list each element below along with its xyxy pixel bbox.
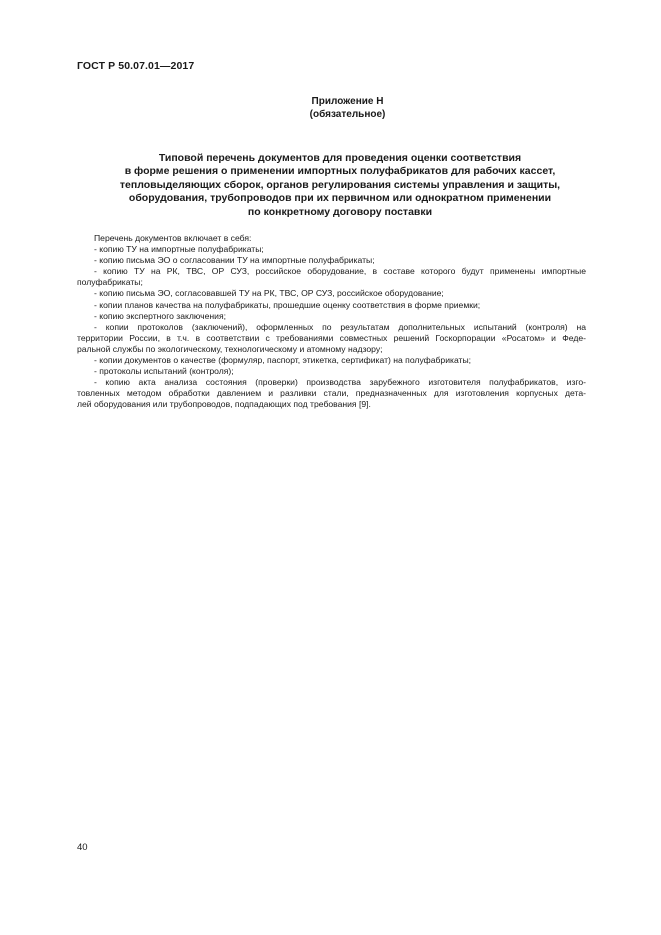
page-number: 40 bbox=[77, 842, 88, 853]
list-item-continuation: товленных методом обработки давлением и разливки стали, предназначенных для изготовления корпусных дета- bbox=[77, 388, 586, 399]
list-item: - копии документов о качестве (формуляр, паспорт, этикетка, сертификат) на полуфабрикаты; bbox=[94, 355, 472, 366]
list-item: - копию акта анализа состояния (проверки) производства зарубежного изготовителя полуфабрикатов, изго- bbox=[94, 377, 586, 388]
list-item: - копию экспертного заключения; bbox=[94, 310, 226, 321]
list-item: - копии планов качества на полуфабрикаты, прошедшие оценку соответствия в форме приемки; bbox=[94, 299, 481, 310]
appendix-heading bbox=[0, 95, 661, 121]
list-item: - копию ТУ на РК, ТВС, ОР СУЗ, российское оборудование, в составе которого будут применены импортные bbox=[94, 266, 586, 277]
appendix-status: (обязательное) bbox=[309, 109, 386, 120]
title-line: в форме решения о применении импортных полуфабрикатов для рабочих кассет, bbox=[124, 165, 556, 178]
document-code: ГОСТ Р 50.07.01—2017 bbox=[77, 60, 195, 72]
title-line: оборудования, трубопроводов при их первичном или однократном применении bbox=[128, 192, 552, 205]
list-item: - копию ТУ на импортные полуфабрикаты; bbox=[94, 244, 264, 255]
list-item-continuation: ральной службы по экологическому, технологическому и атомному надзору; bbox=[77, 343, 383, 354]
list-item: - копию письма ЭО о согласовании ТУ на импортные полуфабрикаты; bbox=[94, 255, 375, 266]
list-item: - копии протоколов (заключений), оформленных по результатам дополнительных испытаний (контроля) на bbox=[94, 321, 586, 332]
title-line: тепловыделяющих сборок, органов регулирования системы управления и защиты, bbox=[119, 178, 561, 191]
list-item: - протоколы испытаний (контроля); bbox=[94, 366, 234, 377]
list-item-continuation: лей оборудования или трубопроводов, подпадающих под требования [9]. bbox=[77, 399, 371, 410]
title-line: по конкретному договору поставки bbox=[247, 205, 433, 218]
list-item-continuation: полуфабрикаты; bbox=[77, 277, 143, 288]
section-title bbox=[90, 152, 590, 219]
appendix-label: Приложение Н bbox=[311, 96, 384, 107]
list-intro: Перечень документов включает в себя: bbox=[94, 233, 252, 243]
list-item: - копию письма ЭО, согласовавшей ТУ на РК, ТВС, ОР СУЗ, российское оборудование; bbox=[94, 288, 444, 299]
list-item-continuation: территории России, в т.ч. в соответствии с требованиями совместных решений Госкорпорации «Росатом» и Феде- bbox=[77, 332, 586, 343]
document-list bbox=[77, 233, 586, 411]
title-line: Типовой перечень документов для проведения оценки соответствия bbox=[158, 152, 522, 164]
